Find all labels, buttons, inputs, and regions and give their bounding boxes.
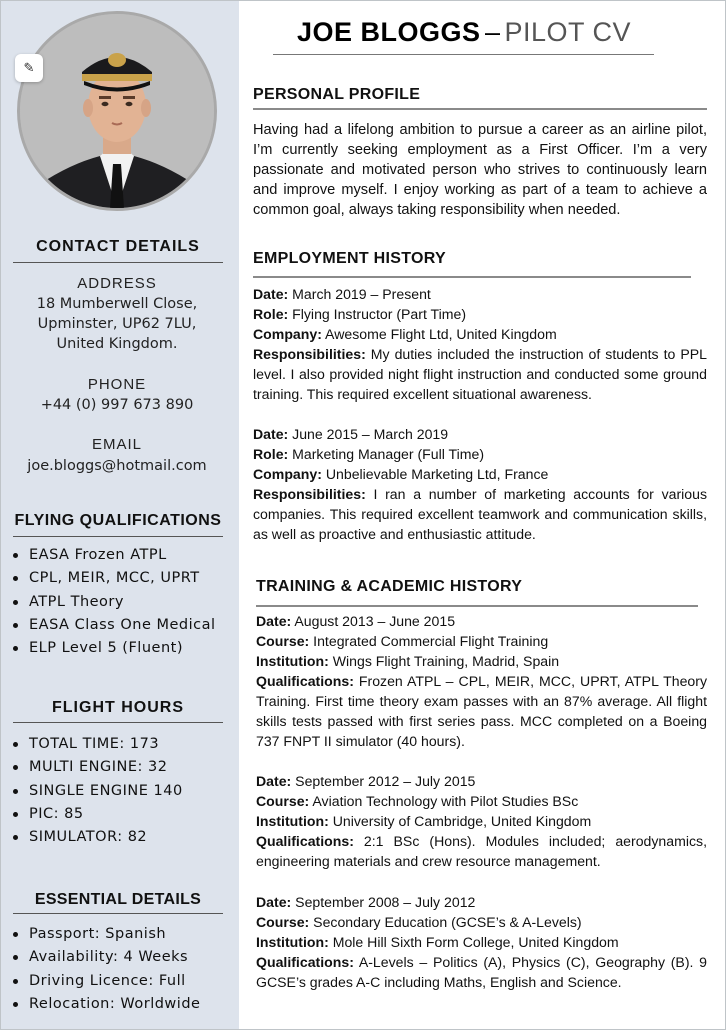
entry-qualifications: Qualifications: 2:1 BSc (Hons). Modules included; aerodynamics, engineering materials and crew resource management. (256, 833, 707, 869)
entry-responsibilities: Responsibilities: I ran a number of marketing accounts for various companies. This required excellent teamwork and communication skills, as well as proactive and enthusiastic attitude. (253, 486, 707, 542)
list-item (11, 756, 183, 779)
item-value: Full (153, 972, 186, 989)
list-item: ATPL Theory (11, 591, 216, 614)
item-value: Spanish (100, 926, 167, 942)
entry-company: Company: Awesome Flight Ltd, United Kingdom (253, 326, 557, 342)
training-history-heading: TRAINING & ACADEMIC HISTORY (256, 578, 523, 595)
item-key: MULTI ENGINE: (29, 759, 143, 776)
list-item (11, 733, 183, 756)
item-key: Relocation: (29, 995, 116, 1012)
divider (256, 605, 698, 607)
item-key: SINGLE ENGINE (29, 782, 149, 799)
item-value: 140 (148, 782, 183, 799)
magic-edit-icon[interactable]: ✎ (15, 54, 43, 82)
list-item (11, 993, 200, 1016)
personal-profile-heading: PERSONAL PROFILE (253, 86, 421, 103)
item-key: Passport: (29, 926, 101, 942)
employment-entry (253, 284, 707, 404)
divider (253, 276, 691, 278)
training-entry (256, 892, 707, 992)
candidate-name: JOE BLOGGS (296, 17, 481, 47)
training-entry (256, 611, 707, 751)
item-value: 173 (124, 736, 160, 752)
profile-text: Having had a lifelong ambition to pursue a career as an airline pilot, I’m currently seeking employment as a First Officer. I’m a very passionate and motivated person who strives to continuously learn and improve myself. I enjoy working as part of a team to achieve a common goal, always taking responsibility when needed. (253, 122, 707, 218)
item-value: 32 (142, 759, 168, 776)
item-key: SIMULATOR: (29, 829, 123, 846)
flight-hours-list (11, 733, 183, 849)
sidebar (1, 1, 239, 1030)
list-item: CPL, MEIR, MCC, UPRT (11, 567, 216, 590)
item-key: Availability: (29, 949, 119, 966)
employment-history-heading: EMPLOYMENT HISTORY (253, 250, 446, 267)
list-item: EASA Class One Medical (11, 614, 216, 637)
entry-course: Course: Integrated Commercial Flight Training (256, 633, 549, 649)
item-key: Driving Licence: (29, 972, 154, 989)
entry-company: Company: Unbelievable Marketing Ltd, France (253, 466, 549, 482)
list-item (11, 923, 200, 946)
list-item (11, 970, 200, 993)
divider (13, 262, 223, 263)
entry-course: Course: Aviation Technology with Pilot Studies BSc (256, 793, 579, 809)
entry-qualifications: Qualifications: Frozen ATPL – CPL, MEIR, MCC, UPRT, ATPL Theory Training. First time theory exam passes with an 87% average. All flight skills tests passed with first series pass. MCC completed on a Boeing 737 FNPT II simulator (40 hours). (256, 673, 707, 749)
entry-date: Date: March 2019 – Present (253, 286, 431, 302)
training-entry (256, 771, 707, 871)
list-item: EASA Frozen ATPL (11, 544, 216, 567)
employment-entry (253, 424, 707, 544)
list-item (11, 946, 200, 969)
entry-role: Role: Flying Instructor (Part Time) (253, 306, 467, 322)
entry-course: Course: Secondary Education (GCSE’s & A-Levels) (256, 914, 582, 930)
email-value[interactable]: joe.bloggs@hotmail.com (27, 458, 207, 474)
contact-details-heading: CONTACT DETAILS (36, 238, 200, 255)
address-label: ADDRESS (77, 275, 157, 292)
email-label: EMAIL (91, 436, 142, 453)
entry-institution: Institution: Mole Hill Sixth Form College, United Kingdom (256, 934, 619, 950)
profile-photo (17, 11, 217, 211)
divider (13, 913, 223, 914)
entry-institution: Institution: University of Cambridge, United Kingdom (256, 813, 592, 829)
address-line-3: United Kingdom. (56, 336, 178, 352)
title-underline (273, 54, 654, 55)
phone-label: PHONE (87, 376, 147, 393)
item-value: 4 Weeks (118, 949, 189, 966)
item-value: Worldwide (115, 995, 201, 1012)
qualifications-list (11, 544, 216, 660)
phone-value: +44 (0) 997 673 890 (40, 397, 194, 413)
entry-date: Date: September 2012 – July 2015 (256, 773, 476, 789)
divider (13, 536, 223, 537)
entry-date: Date: September 2008 – July 2012 (256, 894, 476, 910)
divider (13, 722, 223, 723)
essential-details-heading: ESSENTIAL DETAILS (34, 891, 202, 908)
flight-hours-heading: FLIGHT HOURS (52, 699, 184, 716)
essential-details-list (11, 923, 200, 1016)
item-key: PIC: (29, 805, 60, 822)
list-item (11, 803, 183, 826)
entry-responsibilities: Responsibilities: My duties included the instruction of students to PPL level. I also provided night flight instruction and conducted some ground training. This required excellent situational awareness. (253, 346, 707, 402)
entry-qualifications: Qualifications: A-Levels – Politics (A), Physics (C), Geography (B). 9 GCSE’s grades A-C including Maths, English and Science. (256, 954, 707, 990)
list-item (11, 826, 183, 849)
item-key: TOTAL TIME: (29, 736, 125, 752)
page-title (273, 17, 655, 48)
entry-date: Date: June 2015 – March 2019 (253, 426, 449, 442)
list-item: ELP Level 5 (Fluent) (11, 637, 216, 660)
cv-role: PILOT CV (504, 17, 632, 47)
list-item (11, 780, 183, 803)
title-separator: – (484, 17, 501, 47)
address-line-2: Upminster, UP62 7LU, (37, 316, 197, 332)
flying-qualifications-heading: FLYING QUALIFICATIONS (14, 512, 222, 529)
divider (253, 108, 707, 110)
entry-role: Role: Marketing Manager (Full Time) (253, 446, 485, 462)
address-line-1: 18 Mumberwell Close, (36, 296, 198, 312)
entry-institution: Institution: Wings Flight Training, Madrid, Spain (256, 653, 560, 669)
item-value: 85 (59, 805, 84, 822)
item-value: 82 (122, 829, 148, 846)
entry-date: Date: August 2013 – June 2015 (256, 613, 456, 629)
